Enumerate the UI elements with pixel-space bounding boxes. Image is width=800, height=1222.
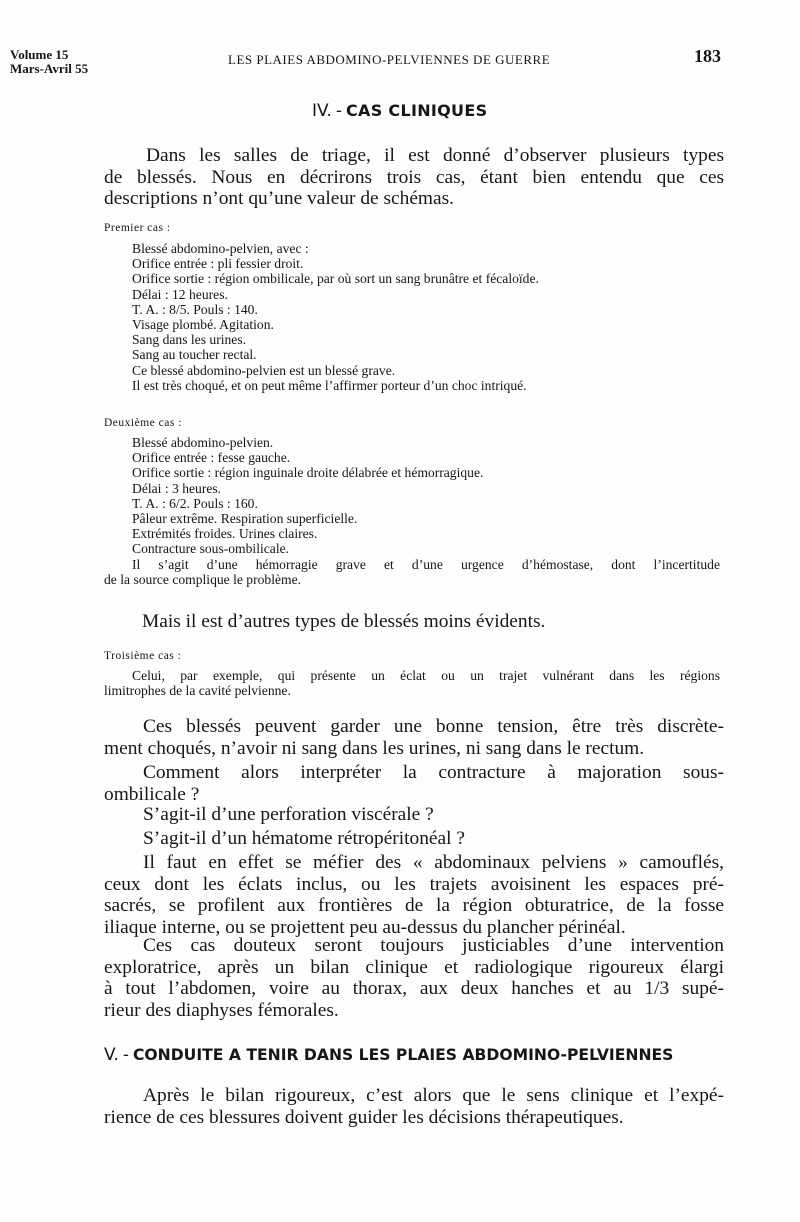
case-line: Blessé abdomino-pelvien. [132,435,274,450]
discussion-paragraph-5 [104,852,724,938]
intro-line: Dans les salles de triage, il est donné d’observer plusieurs types [146,145,724,166]
paragraph-line: iliaque interne, ou se projettent peu au-dessus du plancher périnéal. [104,916,626,938]
paragraph-line: Ces cas douteux seront toujours justiciables d’une intervention [143,935,724,956]
paragraph-line: Il faut en effet se méfier des « abdominaux pelviens » camouflés, [143,852,724,873]
discussion-paragraph-4 [104,828,724,850]
paragraph-line: S’agit-il d’un hématome rétropéritonéal ? [143,828,465,849]
paragraph-line: Après le bilan rigoureux, c’est alors que le sens clinique et l’expé- [143,1085,724,1106]
section-title: CAS CLINIQUES [346,101,488,120]
page-number: 183 [694,46,721,66]
section-dash: - [122,1045,129,1065]
section-number: IV. [312,101,332,121]
paragraph-line: exploratrice, après un bilan clinique et radiologique rigoureux élargi [104,956,724,978]
discussion-paragraph-2 [104,762,724,805]
case-line: Celui, par exemple, qui présente un éclat ou un trajet vulnérant dans les régions [132,668,720,683]
paragraph-line: rieur des diaphyses fémorales. [104,999,339,1021]
case-line: Il est très choqué, et on peut même l’affirmer porteur d’un choc intriqué. [132,377,527,393]
section-v-paragraph [104,1085,724,1128]
case-conclusion-line: de la source complique le problème. [104,571,302,587]
case-line: Orifice entrée : pli fessier droit. [132,256,304,272]
section-title: CONDUITE A TENIR DANS LES PLAIES ABDOMINO-PELVIENNES [132,1046,674,1064]
case-line: Contracture sous-ombilicale. [132,541,290,557]
case-line: Délai : 3 heures. [132,480,222,496]
case-line: Blessé abdomino-pelvien, avec : [132,241,309,256]
section-dash: - [335,101,342,121]
case-line: Pâleur extrême. Respiration superficielle. [132,511,358,527]
case-line: Sang au toucher rectal. [132,347,257,363]
paragraph-line: Ces blessés peuvent garder une bonne tension, être très discrète- [143,716,724,737]
case-line: Ce blessé abdomino-pelvien est un blessé grave. [132,362,396,378]
case-line: Orifice sortie : région inguinale droite délabrée et hémorragique. [132,465,484,481]
issue-label: Mars-Avril 55 [10,61,89,76]
intro-line: descriptions n’ont qu’une valeur de schémas. [104,188,455,209]
paragraph-line: ceux dont les éclats inclus, ou les trajets avoisinent les espaces pré- [104,873,724,895]
case-label-1: Premier cas : [104,222,171,234]
discussion-paragraph-6 [104,935,724,1021]
case-label-2: Deuxième cas : [104,417,182,429]
case-line: Extrémités froides. Urines claires. [132,526,318,542]
case-line: Délai : 12 heures. [132,286,228,302]
paragraph-line: à tout l’abdomen, voire au thorax, aux deux hanches et au 1/3 supé- [104,978,724,999]
volume-label: Volume 15 [10,47,69,62]
intro-paragraph [104,145,724,210]
discussion-paragraph-1 [104,716,724,759]
case-line: Orifice entrée : fesse gauche. [132,450,291,466]
case-line: T. A. : 6/2. Pouls : 160. [132,495,258,511]
paragraph-line: ombilicale ? [104,783,200,805]
paragraph-line: S’agit-il d’une perforation viscérale ? [143,804,434,825]
case-line: Orifice sortie : région ombilicale, par où sort un sang brunâtre et fécaloïde. [132,271,539,287]
case-label-3: Troisième cas : [104,650,182,662]
intro-line: de blessés. Nous en décrirons trois cas, étant bien entendu que ces [104,166,724,188]
transition-sentence: Mais il est d’autres types de blessés moins évidents. [142,611,546,632]
paragraph-line: rience de ces blessures doivent guider les décisions thérapeutiques. [104,1106,624,1128]
running-title: LES PLAIES ABDOMINO-PELVIENNES DE GUERRE [228,52,551,67]
paragraph-line: Comment alors interpréter la contracture à majoration sous- [143,762,724,783]
case-conclusion-line: Il s’agit d’une hémorragie grave et d’une urgence d’hémostase, dont l’incertitude [132,556,720,572]
case-line: Sang dans les urines. [132,332,247,348]
case-3-details [104,668,720,699]
section-number: V. [104,1045,119,1065]
section-heading-iv [312,101,487,121]
journal-issue-info [10,48,88,76]
case-line: Visage plombé. Agitation. [132,317,274,333]
case-1-details [132,241,539,393]
paragraph-line: sacrés, se profilent aux frontières de la région obturatrice, de la fosse [104,895,724,916]
discussion-paragraph-3 [104,804,724,826]
section-heading-v [104,1045,673,1065]
case-2-details [104,435,720,587]
paragraph-line: ment choqués, n’avoir ni sang dans les urines, ni sang dans le rectum. [104,737,645,759]
case-line: T. A. : 8/5. Pouls : 140. [132,301,258,317]
case-line: limitrophes de la cavité pelvienne. [104,683,291,699]
